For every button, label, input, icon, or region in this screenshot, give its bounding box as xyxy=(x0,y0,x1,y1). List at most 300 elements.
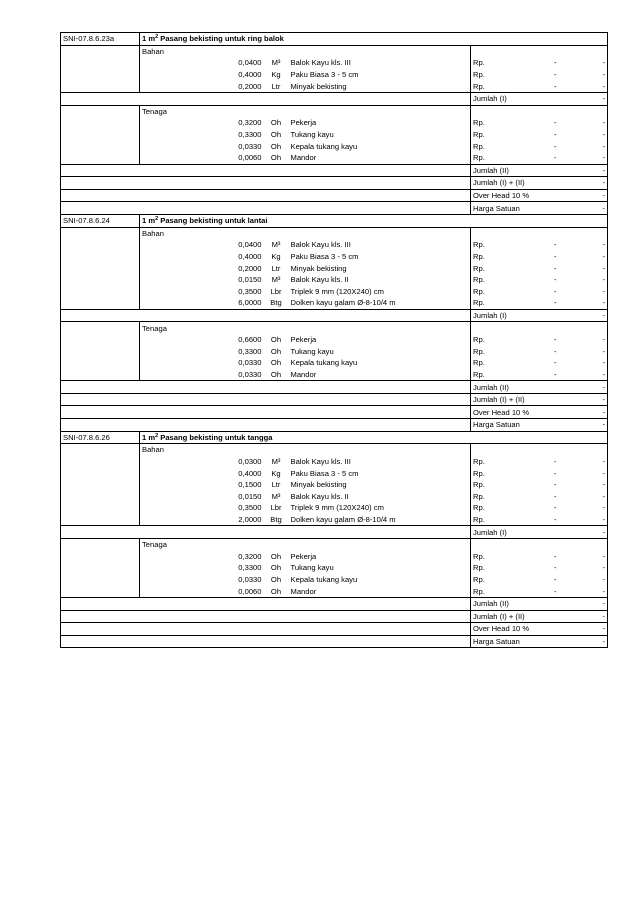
summary-value: - xyxy=(563,419,608,432)
item-name-cell: Mandor xyxy=(289,369,471,381)
tenaga-label: Tenaga xyxy=(140,538,471,550)
title-prefix: 1 m xyxy=(142,34,156,44)
item-row xyxy=(61,152,608,164)
empty-label-cell xyxy=(140,357,202,369)
currency-cell xyxy=(471,479,563,491)
item-row xyxy=(61,80,608,92)
unit-cell: Oh xyxy=(270,335,282,345)
summary-value: - xyxy=(563,597,608,610)
empty-code-cell xyxy=(61,262,140,274)
tenaga-label-row xyxy=(61,322,608,334)
currency-label: Rp. xyxy=(473,58,485,68)
bahan-label: Bahan xyxy=(140,227,471,239)
empty-summary-cell xyxy=(61,164,471,177)
summary-row xyxy=(61,623,608,636)
currency-cell xyxy=(471,57,563,69)
item-name-cell: Minyak bekisting xyxy=(289,262,471,274)
unit-cell: Oh xyxy=(270,118,282,128)
tenaga-label-row xyxy=(61,538,608,550)
subtotal-cell: - xyxy=(563,479,608,491)
unit-cell: M³ xyxy=(271,457,281,467)
item-row xyxy=(61,562,608,574)
empty-code-cell xyxy=(61,562,140,574)
item-row xyxy=(61,369,608,381)
subtotal-cell: - xyxy=(563,285,608,297)
summary-row xyxy=(61,177,608,190)
item-row xyxy=(61,117,608,129)
item-row xyxy=(61,357,608,369)
summary-row xyxy=(61,92,608,105)
unit-cell: Oh xyxy=(270,575,282,585)
coefficient-cell: 0,0330 xyxy=(202,369,264,381)
subtotal-cell: - xyxy=(563,585,608,597)
unit-price-value: - xyxy=(553,275,557,285)
coefficient-cell: 0,0300 xyxy=(238,457,262,467)
unit-price-value: - xyxy=(553,70,557,80)
empty-code-cell xyxy=(61,129,140,141)
empty-summary-cell xyxy=(61,623,471,636)
empty-label-cell xyxy=(140,479,202,491)
unit-cell: Oh xyxy=(270,358,282,368)
summary-value: - xyxy=(563,393,608,406)
summary-label: Over Head 10 % xyxy=(471,189,563,202)
unit-cell: Kg xyxy=(271,251,281,261)
summary-value: - xyxy=(563,164,608,177)
summary-value: - xyxy=(563,406,608,419)
empty-label-cell xyxy=(140,274,202,286)
unit-cell: Oh xyxy=(270,130,282,140)
empty-label-cell xyxy=(140,467,202,479)
empty-code-cell xyxy=(61,479,140,491)
currency-cell xyxy=(471,129,563,141)
currency-label: Rp. xyxy=(473,575,485,585)
unit-price-value: - xyxy=(553,358,557,368)
summary-row xyxy=(61,393,608,406)
currency-label: Rp. xyxy=(473,369,485,379)
subtotal-cell: - xyxy=(563,502,608,514)
empty-currency-cell xyxy=(471,105,608,117)
bahan-label-row xyxy=(61,227,608,239)
summary-value: - xyxy=(563,623,608,636)
summary-value: - xyxy=(563,177,608,190)
item-row xyxy=(61,551,608,563)
unit-cell: Oh xyxy=(264,585,289,597)
summary-value: - xyxy=(563,92,608,105)
item-row xyxy=(61,140,608,152)
currency-label: Rp. xyxy=(473,515,485,525)
item-name-cell: Tukang kayu xyxy=(289,562,471,574)
empty-label-cell xyxy=(140,369,202,381)
unit-cell: Btg xyxy=(264,514,289,526)
item-row xyxy=(61,479,608,491)
summary-row xyxy=(61,635,608,648)
item-row xyxy=(61,574,608,586)
title-superscript: 2 xyxy=(155,216,159,223)
subtotal-cell: - xyxy=(563,140,608,152)
section-title xyxy=(140,33,608,46)
empty-label-cell xyxy=(140,502,202,514)
currency-label: Rp. xyxy=(473,130,485,140)
unit-price-value: - xyxy=(553,586,557,596)
summary-row xyxy=(61,381,608,394)
title-text: Pasang bekisting untuk ring balok xyxy=(158,34,284,44)
item-name-cell: Balok Kayu kls. III xyxy=(289,456,471,468)
empty-code-cell xyxy=(61,152,140,164)
unit-price-value: - xyxy=(553,457,557,467)
currency-cell xyxy=(471,562,563,574)
empty-code-cell xyxy=(61,140,140,152)
empty-code-cell xyxy=(61,285,140,297)
empty-code-cell xyxy=(61,502,140,514)
item-row xyxy=(61,502,608,514)
item-name-cell: Minyak bekisting xyxy=(289,80,471,92)
empty-code-cell xyxy=(61,444,140,456)
subtotal-cell: - xyxy=(563,357,608,369)
empty-label-cell xyxy=(140,140,202,152)
empty-currency-cell xyxy=(471,227,608,239)
currency-label: Rp. xyxy=(473,298,485,308)
summary-label: Over Head 10 % xyxy=(471,406,563,419)
subtotal-cell: - xyxy=(563,117,608,129)
empty-label-cell xyxy=(140,345,202,357)
coefficient-cell: 0,0060 xyxy=(202,585,264,597)
currency-label: Rp. xyxy=(473,358,485,368)
subtotal-cell: - xyxy=(563,129,608,141)
item-name-cell: Dolken kayu galam Ø-8-10/4 m xyxy=(289,297,471,309)
empty-code-cell xyxy=(61,251,140,263)
currency-label: Rp. xyxy=(473,335,485,345)
item-name-cell: Balok Kayu kls. II xyxy=(289,491,471,503)
currency-cell xyxy=(471,585,563,597)
empty-code-cell xyxy=(61,467,140,479)
item-row xyxy=(61,585,608,597)
empty-summary-cell xyxy=(61,406,471,419)
subtotal-cell: - xyxy=(563,69,608,81)
summary-label: Jumlah (I) xyxy=(471,92,563,105)
coefficient-cell: 0,3300 xyxy=(238,563,262,573)
coefficient-cell: 0,4000 xyxy=(238,70,262,80)
subtotal-cell: - xyxy=(563,334,608,346)
title-prefix: 1 m xyxy=(142,216,156,226)
empty-label-cell xyxy=(140,152,202,164)
currency-label: Rp. xyxy=(473,586,485,596)
section-header-row xyxy=(61,431,608,444)
currency-cell xyxy=(471,251,563,263)
empty-code-cell xyxy=(61,514,140,526)
currency-label: Rp. xyxy=(473,81,485,91)
empty-summary-cell xyxy=(61,419,471,432)
currency-label: Rp. xyxy=(473,118,485,128)
currency-cell xyxy=(471,514,563,526)
unit-cell: Ltr xyxy=(264,80,289,92)
subtotal-cell: - xyxy=(563,491,608,503)
coefficient-cell: 0,4000 xyxy=(238,251,262,261)
item-name-cell: Dolken kayu galam Ø-8-10/4 m xyxy=(289,514,471,526)
item-row xyxy=(61,69,608,81)
coefficient-cell: 0,2000 xyxy=(238,263,262,273)
currency-cell xyxy=(471,117,563,129)
coefficient-cell: 0,0060 xyxy=(202,152,264,164)
empty-label-cell xyxy=(140,491,202,503)
coefficient-cell: 0,3500 xyxy=(238,286,262,296)
summary-label: Jumlah (I) xyxy=(471,526,563,539)
subtotal-cell: - xyxy=(563,467,608,479)
summary-value: - xyxy=(563,526,608,539)
currency-label: Rp. xyxy=(473,153,485,163)
subtotal-cell: - xyxy=(563,345,608,357)
subtotal-cell: - xyxy=(563,551,608,563)
empty-summary-cell xyxy=(61,177,471,190)
unit-cell: Kg xyxy=(271,70,281,80)
unit-cell: M³ xyxy=(271,491,281,501)
empty-label-cell xyxy=(140,57,202,69)
summary-row xyxy=(61,526,608,539)
empty-label-cell xyxy=(140,514,202,526)
empty-label-cell xyxy=(140,285,202,297)
subtotal-cell: - xyxy=(563,297,608,309)
empty-label-cell xyxy=(140,562,202,574)
empty-code-cell xyxy=(61,227,140,239)
currency-label: Rp. xyxy=(473,491,485,501)
coefficient-cell: 0,3300 xyxy=(238,130,262,140)
empty-summary-cell xyxy=(61,189,471,202)
summary-row xyxy=(61,202,608,215)
coefficient-cell: 0,2000 xyxy=(202,80,264,92)
coefficient-cell: 6,0000 xyxy=(202,297,264,309)
empty-summary-cell xyxy=(61,610,471,623)
unit-cell: Oh xyxy=(270,551,282,561)
coefficient-cell: 0,3200 xyxy=(238,118,262,128)
unit-price-value: - xyxy=(553,286,557,296)
summary-value: - xyxy=(563,202,608,215)
empty-label-cell xyxy=(140,117,202,129)
section-code: SNI-07.8.6.23a xyxy=(61,33,140,46)
coefficient-cell: 0,3500 xyxy=(238,503,262,513)
currency-label: Rp. xyxy=(473,457,485,467)
empty-code-cell xyxy=(61,345,140,357)
unit-cell: Ltr xyxy=(271,480,281,490)
currency-label: Rp. xyxy=(473,286,485,296)
empty-code-cell xyxy=(61,357,140,369)
item-row xyxy=(61,129,608,141)
currency-label: Rp. xyxy=(473,503,485,513)
summary-row xyxy=(61,164,608,177)
item-name-cell: Pekerja xyxy=(289,334,471,346)
unit-price-value: - xyxy=(553,153,557,163)
currency-label: Rp. xyxy=(473,240,485,250)
subtotal-cell: - xyxy=(563,57,608,69)
summary-value: - xyxy=(563,189,608,202)
item-name-cell: Triplek 9 mm (120X240) cm xyxy=(289,502,471,514)
item-row xyxy=(61,297,608,309)
summary-label: Jumlah (I) + (II) xyxy=(471,177,563,190)
currency-cell xyxy=(471,345,563,357)
empty-label-cell xyxy=(140,297,202,309)
title-superscript: 2 xyxy=(155,432,159,439)
summary-row xyxy=(61,419,608,432)
currency-label: Rp. xyxy=(473,70,485,80)
empty-code-cell xyxy=(61,491,140,503)
unit-price-value: - xyxy=(553,515,557,525)
unit-cell: Oh xyxy=(270,141,282,151)
summary-label: Jumlah (II) xyxy=(471,381,563,394)
empty-label-cell xyxy=(140,251,202,263)
summary-value: - xyxy=(563,610,608,623)
subtotal-cell: - xyxy=(563,152,608,164)
item-name-cell: Balok Kayu kls. III xyxy=(289,57,471,69)
unit-price-value: - xyxy=(553,468,557,478)
item-name-cell: Mandor xyxy=(289,152,471,164)
empty-summary-cell xyxy=(61,393,471,406)
coefficient-cell: 2,0000 xyxy=(202,514,264,526)
unit-cell: Oh xyxy=(270,563,282,573)
empty-label-cell xyxy=(140,456,202,468)
empty-label-cell xyxy=(140,334,202,346)
coefficient-cell: 0,0330 xyxy=(238,575,262,585)
item-row xyxy=(61,467,608,479)
coefficient-cell: 0,6600 xyxy=(238,335,262,345)
unit-price-value: - xyxy=(553,346,557,356)
currency-cell xyxy=(471,239,563,251)
currency-cell xyxy=(471,274,563,286)
unit-price-value: - xyxy=(553,335,557,345)
summary-label: Over Head 10 % xyxy=(471,623,563,636)
empty-summary-cell xyxy=(61,526,471,539)
empty-currency-cell xyxy=(471,444,608,456)
currency-cell xyxy=(471,80,563,92)
section-title xyxy=(140,214,608,227)
section-header-row xyxy=(61,214,608,227)
empty-label-cell xyxy=(140,80,202,92)
empty-code-cell xyxy=(61,574,140,586)
empty-code-cell xyxy=(61,80,140,92)
empty-code-cell xyxy=(61,239,140,251)
empty-label-cell xyxy=(140,129,202,141)
unit-price-value: - xyxy=(553,575,557,585)
section-title xyxy=(140,431,608,444)
empty-code-cell xyxy=(61,274,140,286)
empty-currency-cell xyxy=(471,538,608,550)
subtotal-cell: - xyxy=(563,239,608,251)
subtotal-cell: - xyxy=(563,251,608,263)
empty-label-cell xyxy=(140,585,202,597)
currency-cell xyxy=(471,140,563,152)
currency-label: Rp. xyxy=(473,551,485,561)
empty-label-cell xyxy=(140,262,202,274)
summary-label: Harga Satuan xyxy=(471,419,563,432)
empty-currency-cell xyxy=(471,322,608,334)
empty-code-cell xyxy=(61,322,140,334)
summary-label: Harga Satuan xyxy=(471,635,563,648)
coefficient-cell: 0,0150 xyxy=(238,491,262,501)
item-row xyxy=(61,285,608,297)
empty-code-cell xyxy=(61,105,140,117)
item-row xyxy=(61,456,608,468)
currency-cell xyxy=(471,69,563,81)
summary-value: - xyxy=(563,635,608,648)
tenaga-label: Tenaga xyxy=(140,105,471,117)
item-row xyxy=(61,57,608,69)
currency-cell xyxy=(471,152,563,164)
coefficient-cell: 0,0400 xyxy=(238,58,262,68)
empty-label-cell xyxy=(140,551,202,563)
unit-price-value: - xyxy=(553,240,557,250)
unit-price-value: - xyxy=(553,141,557,151)
currency-label: Rp. xyxy=(473,141,485,151)
summary-label: Jumlah (I) + (II) xyxy=(471,610,563,623)
item-name-cell: Triplek 9 mm (120X240) cm xyxy=(289,285,471,297)
currency-cell xyxy=(471,456,563,468)
unit-cell: Ltr xyxy=(271,263,281,273)
section-code: SNI-07.8.6.26 xyxy=(61,431,140,444)
empty-code-cell xyxy=(61,45,140,57)
unit-cell: M³ xyxy=(271,275,281,285)
bahan-label: Bahan xyxy=(140,45,471,57)
currency-cell xyxy=(471,467,563,479)
currency-cell xyxy=(471,574,563,586)
unit-price-value: - xyxy=(553,480,557,490)
coefficient-cell: 0,0150 xyxy=(238,275,262,285)
section-header-row xyxy=(61,33,608,46)
unit-cell: Kg xyxy=(271,468,281,478)
bahan-label-row xyxy=(61,45,608,57)
currency-cell xyxy=(471,369,563,381)
unit-cell: Lbr xyxy=(270,503,282,513)
unit-price-value: - xyxy=(553,130,557,140)
empty-currency-cell xyxy=(471,45,608,57)
item-name-cell: Tukang kayu xyxy=(289,129,471,141)
summary-value: - xyxy=(563,381,608,394)
empty-summary-cell xyxy=(61,635,471,648)
currency-label: Rp. xyxy=(473,263,485,273)
subtotal-cell: - xyxy=(563,456,608,468)
summary-label: Jumlah (II) xyxy=(471,597,563,610)
empty-summary-cell xyxy=(61,202,471,215)
empty-code-cell xyxy=(61,117,140,129)
currency-label: Rp. xyxy=(473,468,485,478)
unit-price-value: - xyxy=(553,81,557,91)
unit-cell: M³ xyxy=(271,58,281,68)
coefficient-cell: 0,3200 xyxy=(238,551,262,561)
title-text: Pasang bekisting untuk lantai xyxy=(158,216,268,226)
unit-price-value: - xyxy=(553,58,557,68)
item-row xyxy=(61,491,608,503)
currency-cell xyxy=(471,551,563,563)
empty-summary-cell xyxy=(61,92,471,105)
bahan-label: Bahan xyxy=(140,444,471,456)
currency-label: Rp. xyxy=(473,275,485,285)
summary-value: - xyxy=(563,309,608,322)
unit-cell: Oh xyxy=(270,346,282,356)
empty-code-cell xyxy=(61,538,140,550)
item-name-cell: Tukang kayu xyxy=(289,345,471,357)
coefficient-cell: 0,0400 xyxy=(238,240,262,250)
item-name-cell: Balok Kayu kls. III xyxy=(289,239,471,251)
analysis-sheet xyxy=(60,32,607,648)
item-row xyxy=(61,251,608,263)
item-name-cell: Pekerja xyxy=(289,551,471,563)
summary-label: Jumlah (I) + (II) xyxy=(471,393,563,406)
summary-row xyxy=(61,406,608,419)
coefficient-cell: 0,1500 xyxy=(238,480,262,490)
empty-code-cell xyxy=(61,369,140,381)
unit-cell: M³ xyxy=(271,240,281,250)
unit-cell: Btg xyxy=(264,297,289,309)
summary-label: Jumlah (II) xyxy=(471,164,563,177)
currency-cell xyxy=(471,297,563,309)
summary-row xyxy=(61,189,608,202)
empty-code-cell xyxy=(61,551,140,563)
